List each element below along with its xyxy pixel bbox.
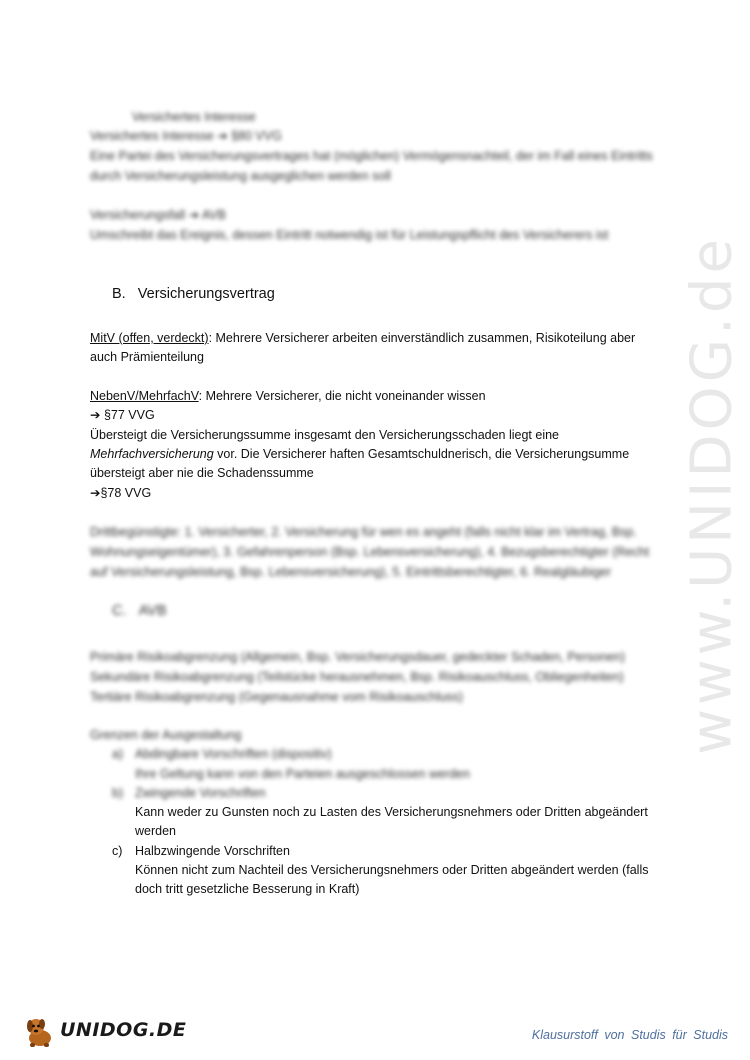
term-nebenv: NebenV/MehrfachV bbox=[90, 389, 199, 403]
paragraph-mitv bbox=[90, 329, 635, 349]
logo-text: UNIDOG.DE bbox=[60, 1019, 187, 1042]
term-mehrfachversicherung: Mehrfachversicherung bbox=[90, 447, 214, 461]
section-heading-b: B. Versicherungsvertrag bbox=[112, 286, 275, 302]
list-label-a: a) bbox=[112, 747, 124, 761]
blurred-text-line: Abdingbare Vorschriften (dispositiv) bbox=[135, 747, 332, 761]
blurred-text-line: Umschreibt das Ereignis, dessen Eintritt notwendig ist für Leistungspflicht des Versicherers ist bbox=[90, 228, 609, 242]
blurred-text-line: Sekundäre Risikoabgrenzung (Teilstücke herausnehmen, Bsp. Risikoauschluss, Obliegenheiten) bbox=[90, 670, 624, 684]
term-mitv: MitV (offen, verdeckt) bbox=[90, 331, 209, 345]
list-label-c: c) bbox=[112, 844, 123, 858]
list-label-b: b) bbox=[112, 786, 124, 800]
text-line: Übersteigt die Versicherungssumme insgesamt den Versicherungsschaden liegt eine bbox=[90, 428, 560, 442]
footer-logo[interactable] bbox=[22, 1014, 186, 1048]
text-line: doch tritt gesetzliche Besserung in Kraft) bbox=[135, 882, 360, 896]
blurred-text-line: Versichertes Interesse ➔ §80 VVG bbox=[90, 129, 282, 143]
reference-78-vvg: ➔§78 VVG bbox=[90, 486, 152, 500]
blurred-text-line: Drittbegünstigte: 1. Versicherter, 2. Versicherung für wen es angeht (falls nicht klar im Vertrag, Bsp. bbox=[90, 525, 637, 539]
blurred-text-line: Tertiäre Risikoabgrenzung (Gegenausnahme vom Risikoauschluss) bbox=[90, 690, 464, 704]
blurred-text-line: Grenzen der Ausgestaltung bbox=[90, 728, 242, 742]
blurred-subheading: Versichertes Interesse bbox=[132, 110, 256, 124]
paragraph-nebenv bbox=[90, 387, 486, 407]
blurred-text-line: Eine Partei des Versicherungsvertrages hat (möglichen) Vermögensnachteil, der im Fall eines Eintritts bbox=[90, 149, 653, 163]
footer-slogan: Klausurstoff von Studis für Studis bbox=[531, 1028, 728, 1042]
blurred-text-line: durch Versicherungsleistung ausgeglichen werden soll bbox=[90, 169, 391, 183]
text-line: Kann weder zu Gunsten noch zu Lasten des Versicherungsnehmers oder Dritten abgeändert bbox=[135, 805, 648, 819]
blurred-text-line: Wohnungseigentümer), 3. Gefahrenperson (Bsp. Lebensversicherung), 4. Bezugsberechtigter (Recht bbox=[90, 545, 650, 559]
blurred-text-line: Versicherungsfall ➔ AVB bbox=[90, 208, 227, 222]
text-line: werden bbox=[135, 824, 176, 838]
text-line bbox=[90, 445, 629, 465]
dog-icon bbox=[22, 1014, 58, 1048]
nebenv-description: : Mehrere Versicherer, die nicht voneinander wissen bbox=[198, 389, 486, 403]
reference-77-vvg: ➔ §77 VVG bbox=[90, 408, 155, 422]
blurred-text-line: auf Versicherungsleistung, Bsp. Lebensversicherung), 5. Eintrittsberechtigter, 6. Realgläubiger bbox=[90, 565, 612, 579]
watermark-text: www.UNIDOG.de bbox=[679, 235, 745, 755]
section-heading-c: C. AVB bbox=[112, 603, 167, 619]
blurred-text-line: Primäre Risikoabgrenzung (Allgemein, Bsp. Versicherungsdauer, gedeckter Schaden, Personen) bbox=[90, 650, 626, 664]
mitv-continuation: auch Prämienteilung bbox=[90, 350, 204, 364]
blurred-text-line: Ihre Geltung kann von den Parteien ausgeschlossen werden bbox=[135, 767, 470, 781]
mitv-description: : Mehrere Versicherer arbeiten einverständlich zusammen, Risikoteilung aber bbox=[208, 331, 636, 345]
list-title-c: Halbzwingende Vorschriften bbox=[135, 844, 290, 858]
list-title-b: Zwingende Vorschriften bbox=[135, 786, 266, 800]
text-line: Können nicht zum Nachteil des Versicherungsnehmers oder Dritten abgeändert werden (falls bbox=[135, 863, 649, 877]
text-fragment: vor. Die Versicherer haften Gesamtschuldnerisch, die Versicherungsumme bbox=[213, 447, 630, 461]
text-line: übersteigt aber nie die Schadenssumme bbox=[90, 466, 314, 480]
